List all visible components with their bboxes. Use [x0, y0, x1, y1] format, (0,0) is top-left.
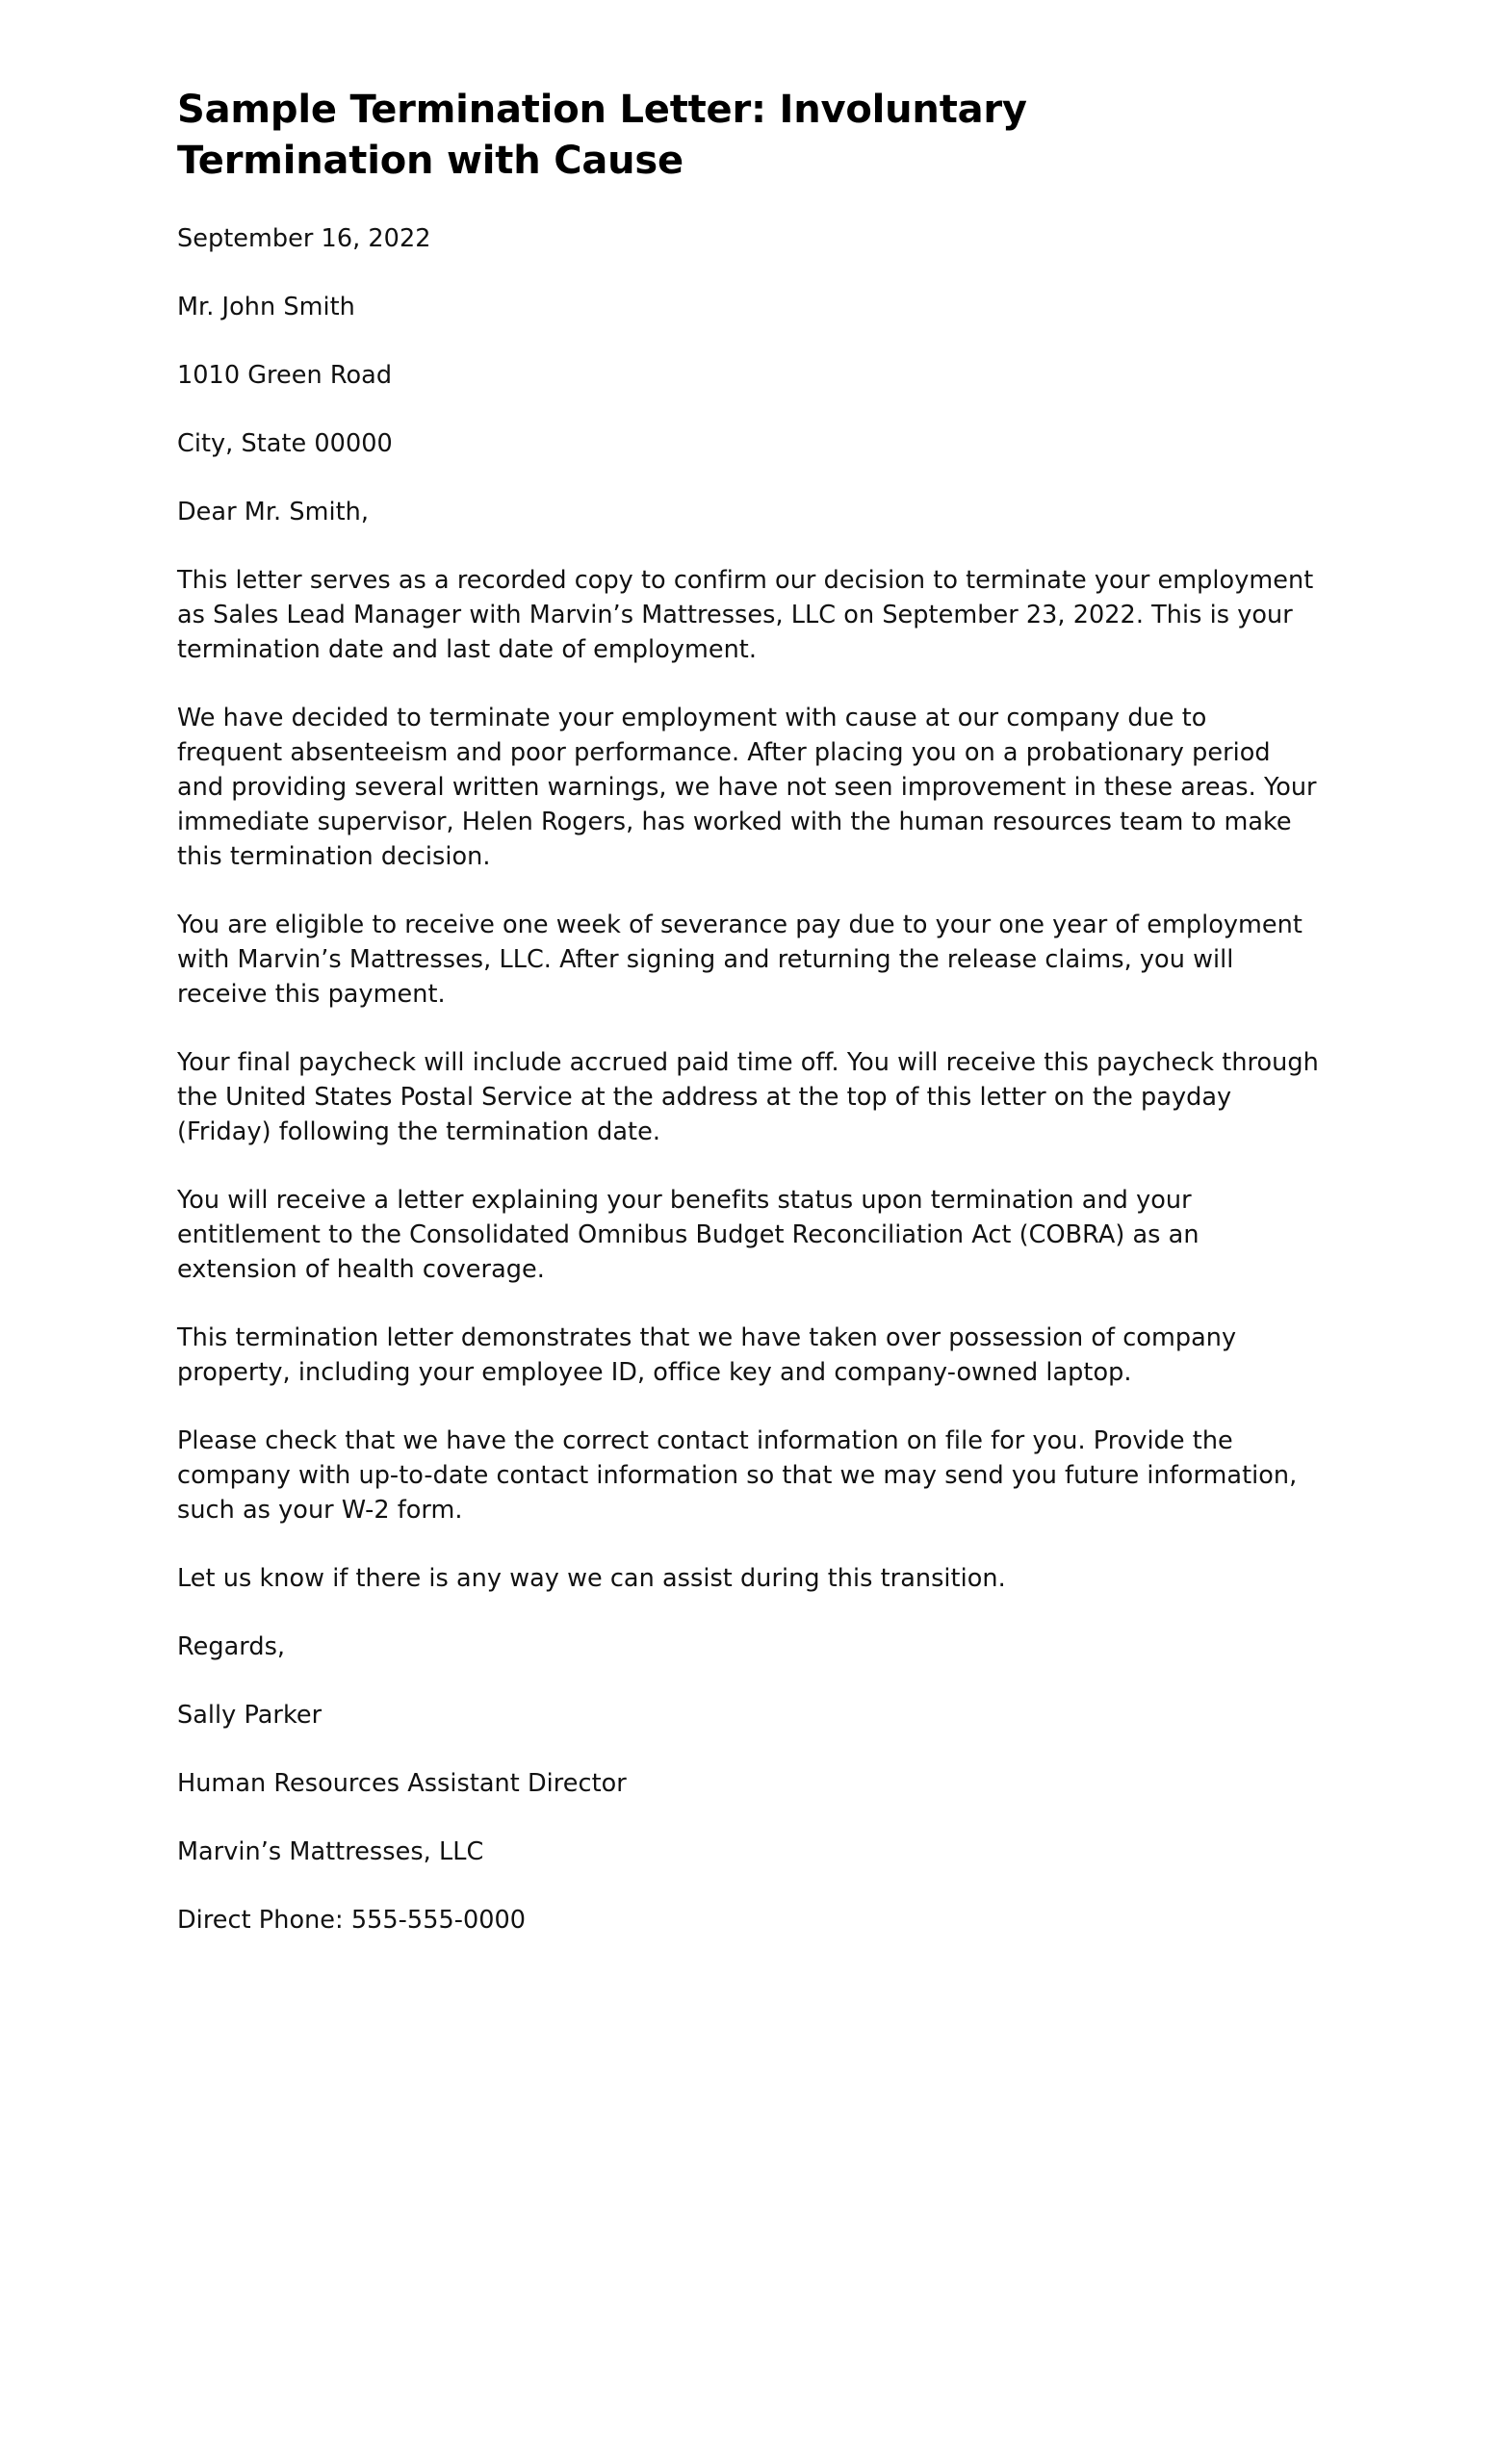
body-paragraph: Let us know if there is any way we can assist during this transition. [177, 1564, 1006, 1593]
body-paragraph: This termination letter demonstrates that we have taken over possession of company property, including your employee ID, office key and company-owned laptop. [177, 1323, 1237, 1387]
sender-phone: Direct Phone: 555-555-0000 [177, 1906, 527, 1935]
recipient-name: Mr. John Smith [177, 293, 355, 321]
sender-company: Marvin’s Mattresses, LLC [177, 1837, 484, 1866]
body-paragraph: Your final paycheck will include accrued paid time off. You will receive this paycheck through the United States Postal Service at the address at the top of this letter on the payday (Friday) following the termination date. [177, 1048, 1319, 1146]
closing-salutation: Regards, [177, 1632, 286, 1661]
page-title: Sample Termination Letter: Involuntary Termination with Cause [177, 88, 1027, 183]
termination-letter [177, 85, 1319, 1938]
body-paragraph: You are eligible to receive one week of severance pay due to your one year of employment with Marvin’s Mattresses, LLC. After signing and returning the release claims, you will receive this payment. [177, 911, 1303, 1009]
salutation: Dear Mr. Smith, [177, 498, 370, 526]
recipient-city-state-zip: City, State 00000 [177, 429, 393, 458]
body-paragraph: Please check that we have the correct contact information on file for you. Provide the company with up-to-date contact information so that we may send you future information, such as your W-2 form. [177, 1426, 1298, 1525]
body-paragraph: We have decided to terminate your employment with cause at our company due to frequent absenteeism and poor performance. After placing you on a probationary period and providing several written warnings, we have not seen improvement in these areas. Your immediate supervisor, Helen Rogers, has worked with the human resources team to make this termination decision. [177, 704, 1317, 871]
sender-title: Human Resources Assistant Director [177, 1769, 627, 1798]
body-paragraph: You will receive a letter explaining your benefits status upon termination and your entitlement to the Consolidated Omnibus Budget Reconciliation Act (COBRA) as an extension of health coverage. [177, 1186, 1199, 1284]
body-paragraph: This letter serves as a recorded copy to confirm our decision to terminate your employment as Sales Lead Manager with Marvin’s Mattresses, LLC on September 23, 2022. This is your termination date and last date of employment. [177, 566, 1314, 664]
sender-name: Sally Parker [177, 1701, 322, 1730]
letter-date: September 16, 2022 [177, 224, 431, 253]
recipient-street: 1010 Green Road [177, 361, 393, 390]
